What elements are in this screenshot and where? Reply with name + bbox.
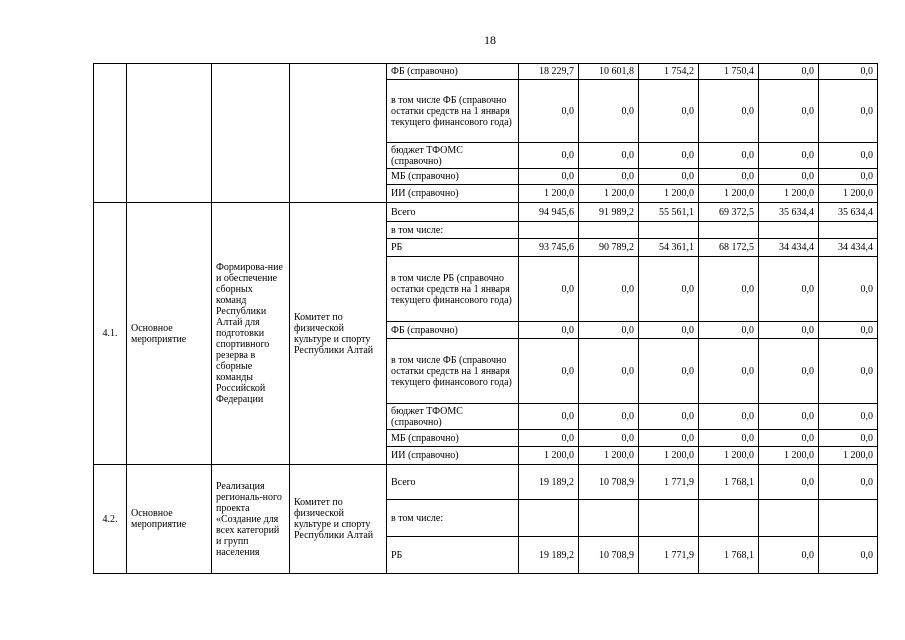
amount-cell: 1 771,9: [639, 465, 699, 500]
amount-cell: 1 200,0: [819, 447, 878, 465]
amount-cell: 0,0: [639, 339, 699, 404]
funding-source-cell: ФБ (справочно): [387, 322, 519, 339]
measure-type-cell: Основное мероприятие: [127, 465, 212, 574]
amount-cell: 93 745,6: [519, 239, 579, 257]
amount-cell: 54 361,1: [639, 239, 699, 257]
measure-name-cell: Реализация региональ-ного проекта «Создание для всех категорий и групп населения: [212, 465, 290, 574]
amount-cell: 35 634,4: [819, 203, 878, 222]
amount-cell: 0,0: [759, 64, 819, 80]
amount-cell: [759, 500, 819, 537]
amount-cell: 0,0: [699, 322, 759, 339]
amount-cell: 0,0: [519, 430, 579, 447]
table-row: [94, 203, 878, 222]
funding-source-cell: в том числе РБ (справочно остатки средств на 1 января текущего финансового года): [387, 257, 519, 322]
amount-cell: 0,0: [579, 430, 639, 447]
amount-cell: [579, 500, 639, 537]
amount-cell: 1 750,4: [699, 64, 759, 80]
amount-cell: 0,0: [819, 404, 878, 430]
amount-cell: 0,0: [699, 257, 759, 322]
amount-cell: 10 708,9: [579, 465, 639, 500]
amount-cell: 0,0: [579, 404, 639, 430]
amount-cell: 1 200,0: [519, 447, 579, 465]
amount-cell: 0,0: [519, 339, 579, 404]
amount-cell: 0,0: [759, 322, 819, 339]
funding-source-cell: бюджет ТФОМС (справочно): [387, 143, 519, 169]
amount-cell: 0,0: [699, 169, 759, 185]
amount-cell: 0,0: [639, 80, 699, 143]
table-row: [94, 465, 878, 500]
amount-cell: 0,0: [819, 257, 878, 322]
amount-cell: 0,0: [579, 143, 639, 169]
measure-type-cell: Основное мероприятие: [127, 203, 212, 465]
amount-cell: 0,0: [759, 80, 819, 143]
amount-cell: 1 200,0: [639, 185, 699, 203]
amount-cell: 0,0: [819, 143, 878, 169]
amount-cell: 0,0: [579, 257, 639, 322]
amount-cell: 0,0: [819, 537, 878, 574]
amount-cell: 0,0: [759, 404, 819, 430]
amount-cell: [699, 500, 759, 537]
amount-cell: 1 200,0: [699, 447, 759, 465]
amount-cell: 0,0: [639, 169, 699, 185]
amount-cell: 0,0: [519, 169, 579, 185]
amount-cell: 1 754,2: [639, 64, 699, 80]
amount-cell: 0,0: [759, 143, 819, 169]
amount-cell: 0,0: [519, 80, 579, 143]
amount-cell: 0,0: [639, 143, 699, 169]
funding-source-cell: Всего: [387, 465, 519, 500]
measure-type-cell: [127, 64, 212, 203]
amount-cell: 0,0: [759, 430, 819, 447]
amount-cell: 10 601,8: [579, 64, 639, 80]
funding-source-cell: ИИ (справочно): [387, 447, 519, 465]
amount-cell: 0,0: [579, 169, 639, 185]
amount-cell: 94 945,6: [519, 203, 579, 222]
amount-cell: 18 229,7: [519, 64, 579, 80]
funding-source-cell: ФБ (справочно): [387, 64, 519, 80]
executor-cell: Комитет по физической культуре и спорту Республики Алтай: [290, 465, 387, 574]
measure-name-cell: [212, 64, 290, 203]
funding-source-cell: МБ (справочно): [387, 169, 519, 185]
amount-cell: 0,0: [699, 80, 759, 143]
amount-cell: 0,0: [519, 143, 579, 169]
amount-cell: [819, 222, 878, 239]
amount-cell: 1 200,0: [759, 447, 819, 465]
amount-cell: 1 771,9: [639, 537, 699, 574]
funding-source-cell: МБ (справочно): [387, 430, 519, 447]
executor-cell: Комитет по физической культуре и спорту Республики Алтай: [290, 203, 387, 465]
amount-cell: 69 372,5: [699, 203, 759, 222]
amount-cell: 0,0: [819, 80, 878, 143]
amount-cell: 0,0: [519, 404, 579, 430]
amount-cell: 0,0: [639, 404, 699, 430]
amount-cell: 0,0: [759, 169, 819, 185]
amount-cell: 19 189,2: [519, 465, 579, 500]
amount-cell: 91 989,2: [579, 203, 639, 222]
amount-cell: 0,0: [519, 322, 579, 339]
amount-cell: 0,0: [759, 339, 819, 404]
row-number-cell: 4.1.: [94, 203, 127, 465]
amount-cell: 0,0: [699, 430, 759, 447]
amount-cell: [699, 222, 759, 239]
measure-name-cell: Формирова-ние и обеспечение сборных команд Республики Алтай для подготовки спортивного резерва в сборные команды Российской Федерации: [212, 203, 290, 465]
amount-cell: 1 768,1: [699, 465, 759, 500]
amount-cell: 0,0: [639, 430, 699, 447]
amount-cell: 68 172,5: [699, 239, 759, 257]
amount-cell: 34 434,4: [759, 239, 819, 257]
row-number-cell: 4.2.: [94, 465, 127, 574]
amount-cell: 0,0: [639, 322, 699, 339]
funding-source-cell: бюджет ТФОМС (справочно): [387, 404, 519, 430]
amount-cell: 0,0: [819, 322, 878, 339]
amount-cell: 35 634,4: [759, 203, 819, 222]
funding-source-cell: Всего: [387, 203, 519, 222]
amount-cell: 1 200,0: [819, 185, 878, 203]
amount-cell: [519, 222, 579, 239]
amount-cell: [639, 500, 699, 537]
amount-cell: 1 200,0: [759, 185, 819, 203]
funding-source-cell: ИИ (справочно): [387, 185, 519, 203]
amount-cell: 0,0: [579, 339, 639, 404]
amount-cell: 0,0: [579, 80, 639, 143]
amount-cell: 0,0: [699, 143, 759, 169]
amount-cell: 0,0: [639, 257, 699, 322]
amount-cell: 90 789,2: [579, 239, 639, 257]
funding-source-cell: в том числе ФБ (справочно остатки средств на 1 января текущего финансового года): [387, 80, 519, 143]
amount-cell: 0,0: [519, 257, 579, 322]
amount-cell: 19 189,2: [519, 537, 579, 574]
table-row: [94, 64, 878, 80]
page-number: 18: [484, 33, 496, 47]
amount-cell: 0,0: [819, 430, 878, 447]
amount-cell: [579, 222, 639, 239]
amount-cell: 1 200,0: [579, 185, 639, 203]
amount-cell: 0,0: [699, 339, 759, 404]
funding-source-cell: РБ: [387, 239, 519, 257]
amount-cell: [759, 222, 819, 239]
amount-cell: 0,0: [759, 257, 819, 322]
funding-source-cell: в том числе:: [387, 500, 519, 537]
budget-table: [93, 63, 878, 574]
amount-cell: 0,0: [819, 465, 878, 500]
amount-cell: 0,0: [819, 339, 878, 404]
amount-cell: 0,0: [819, 64, 878, 80]
amount-cell: 1 200,0: [579, 447, 639, 465]
amount-cell: 0,0: [759, 537, 819, 574]
amount-cell: 1 200,0: [519, 185, 579, 203]
amount-cell: 1 200,0: [699, 185, 759, 203]
budget-table-body: [94, 64, 878, 574]
amount-cell: 0,0: [759, 465, 819, 500]
funding-source-cell: РБ: [387, 537, 519, 574]
amount-cell: 1 200,0: [639, 447, 699, 465]
executor-cell: [290, 64, 387, 203]
amount-cell: [819, 500, 878, 537]
amount-cell: 0,0: [699, 404, 759, 430]
amount-cell: 55 561,1: [639, 203, 699, 222]
amount-cell: 10 708,9: [579, 537, 639, 574]
amount-cell: 34 434,4: [819, 239, 878, 257]
amount-cell: 0,0: [819, 169, 878, 185]
amount-cell: [519, 500, 579, 537]
funding-source-cell: в том числе:: [387, 222, 519, 239]
row-number-cell: [94, 64, 127, 203]
amount-cell: 1 768,1: [699, 537, 759, 574]
amount-cell: [639, 222, 699, 239]
funding-source-cell: в том числе ФБ (справочно остатки средств на 1 января текущего финансового года): [387, 339, 519, 404]
amount-cell: 0,0: [579, 322, 639, 339]
